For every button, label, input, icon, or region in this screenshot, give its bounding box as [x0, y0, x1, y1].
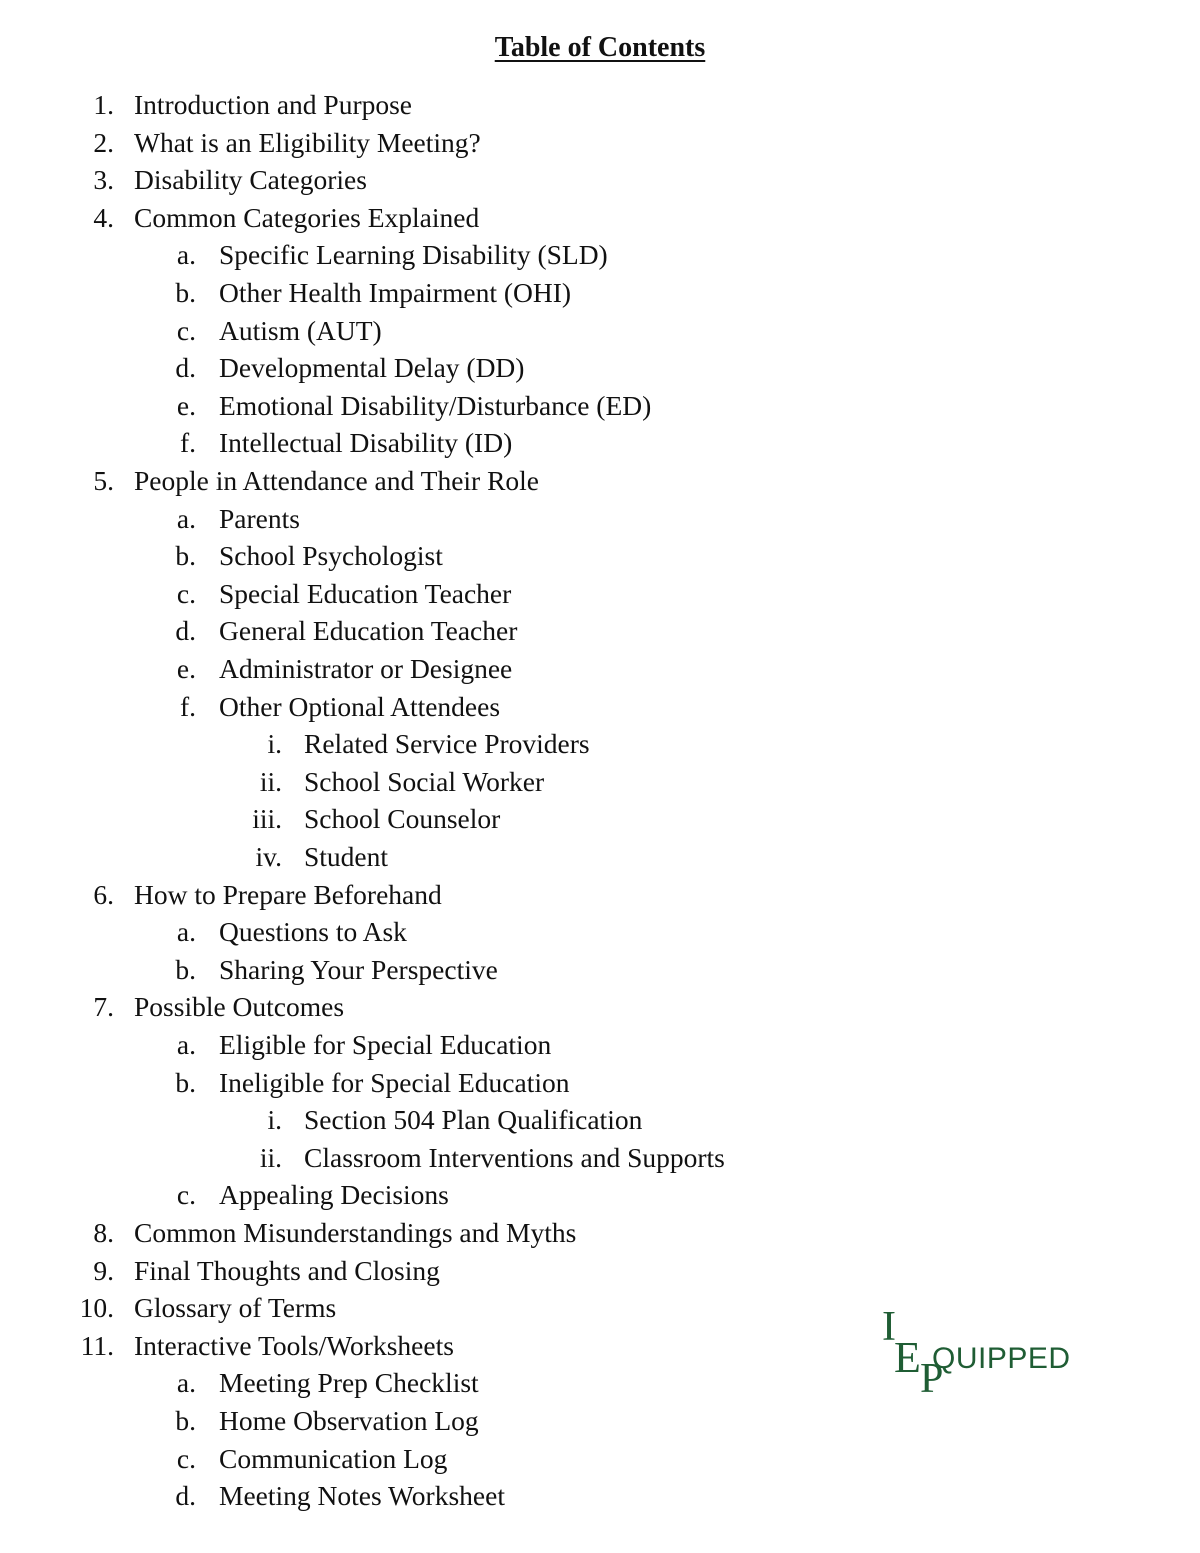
toc-entry-text: Other Optional Attendees: [219, 690, 501, 722]
toc-entry-marker: 6.: [93, 878, 114, 910]
toc-entry-text: Sharing Your Perspective: [219, 953, 498, 985]
toc-entry-marker: 5.: [93, 465, 114, 496]
toc-entry-text: School Psychologist: [219, 540, 443, 572]
toc-entry-marker: a.: [176, 1367, 196, 1399]
toc-entry-text: Developmental Delay (DD): [219, 352, 525, 384]
toc-entry-marker: 8.: [93, 1217, 114, 1248]
toc-entry-marker: iv.: [255, 841, 282, 872]
toc-entry-marker: 11.: [80, 1329, 114, 1361]
toc-entry-marker: b.: [175, 1066, 196, 1098]
toc-entry-marker: c.: [176, 1442, 196, 1474]
toc-entry-marker: d.: [175, 352, 196, 384]
toc-entry-marker: 3.: [93, 164, 114, 196]
toc-entry-marker: e.: [176, 389, 196, 421]
toc-entry-text: Section 504 Plan Qualification: [304, 1104, 643, 1136]
toc-entry-marker: a.: [176, 1029, 196, 1060]
toc-entry-text: Eligible for Special Education: [219, 1029, 552, 1060]
toc-entry-text: Interactive Tools/Worksheets: [134, 1329, 454, 1361]
toc-entry-text: Autism (AUT): [219, 314, 382, 346]
toc-entry-text: Meeting Prep Checklist: [219, 1367, 479, 1399]
toc-entry-marker: f.: [179, 427, 196, 459]
toc-entry-marker: 1.: [93, 89, 114, 120]
iep-equipped-logo: [878, 1306, 1078, 1416]
toc-entry-text: Parents: [219, 502, 300, 534]
toc-entry-text: Related Service Providers: [304, 728, 590, 760]
toc-entry-marker: d.: [175, 615, 196, 647]
toc-entry-text: Intellectual Disability (ID): [219, 427, 513, 459]
toc-entry-marker: b.: [175, 540, 196, 572]
toc-entry-text: School Social Worker: [304, 765, 545, 797]
toc-entry-marker: ii.: [259, 1141, 282, 1173]
page-title: Table of Contents: [494, 32, 706, 63]
toc-entry-text: Questions to Ask: [219, 916, 407, 948]
toc-entry-text: Emotional Disability/Disturbance (ED): [219, 389, 652, 421]
toc-entry-text: Common Categories Explained: [134, 201, 480, 233]
toc-entry-text: What is an Eligibility Meeting?: [134, 126, 481, 158]
toc-entry-marker: i.: [267, 1104, 282, 1136]
toc-entry-text: Specific Learning Disability (SLD): [219, 239, 608, 271]
logo-letter-e: E: [894, 1333, 921, 1382]
toc-entry-text: Common Misunderstandings and Myths: [134, 1217, 577, 1248]
toc-entry-marker: c.: [176, 577, 196, 609]
toc-entry-text: Administrator or Designee: [219, 653, 513, 684]
logo-word-quipped: QUIPPED: [932, 1342, 1071, 1375]
toc-entry-text: Final Thoughts and Closing: [134, 1254, 440, 1286]
toc-entry-text: How to Prepare Beforehand: [134, 878, 442, 910]
toc-entry-text: Glossary of Terms: [134, 1292, 337, 1324]
toc-entry-marker: b.: [175, 953, 196, 985]
toc-entry-text: Special Education Teacher: [219, 577, 512, 609]
toc-entry-text: Home Observation Log: [219, 1405, 479, 1436]
logo-letter-p: P: [920, 1356, 944, 1402]
toc-entry-text: Meeting Notes Worksheet: [219, 1480, 505, 1512]
toc-entry-text: Ineligible for Special Education: [219, 1066, 570, 1098]
toc-entry-text: Appealing Decisions: [219, 1179, 449, 1211]
toc-entry-text: Disability Categories: [134, 164, 367, 196]
toc-entry-marker: a.: [176, 916, 196, 948]
toc-entry-marker: 2.: [93, 126, 114, 158]
toc-entry-marker: d.: [175, 1480, 196, 1512]
toc-entry-marker: c.: [176, 1179, 196, 1211]
logo-letter-i: I: [882, 1304, 896, 1350]
toc-entry-marker: i.: [267, 728, 282, 760]
toc-entry-text: Possible Outcomes: [134, 991, 345, 1023]
toc-entry-marker: f.: [179, 690, 196, 722]
toc-entry-marker: 7.: [93, 991, 114, 1023]
toc-entry-marker: ii.: [259, 765, 282, 797]
toc-entry-marker: c.: [176, 314, 196, 346]
toc-entry-marker: e.: [176, 653, 196, 684]
toc-entry-text: People in Attendance and Their Role: [134, 465, 540, 496]
toc-entry-marker: b.: [175, 277, 196, 308]
toc-entry-text: Other Health Impairment (OHI): [219, 277, 572, 308]
toc-entry-marker: 9.: [93, 1254, 114, 1286]
toc-entry-marker: 10.: [79, 1292, 114, 1324]
toc-entry-marker: a.: [176, 239, 196, 271]
toc-entry-marker: 4.: [93, 201, 114, 233]
toc-entry-text: Classroom Interventions and Supports: [304, 1141, 725, 1173]
toc-entry-text: Student: [304, 841, 389, 872]
toc-entry-text: General Education Teacher: [219, 615, 518, 647]
toc-entry-marker: a.: [176, 502, 196, 534]
toc-entry-text: Communication Log: [219, 1442, 448, 1474]
toc-entry-marker: iii.: [252, 803, 282, 835]
toc-entry-marker: b.: [175, 1405, 196, 1436]
toc-entry-text: Introduction and Purpose: [134, 89, 413, 120]
toc-entry-text: School Counselor: [304, 803, 501, 835]
